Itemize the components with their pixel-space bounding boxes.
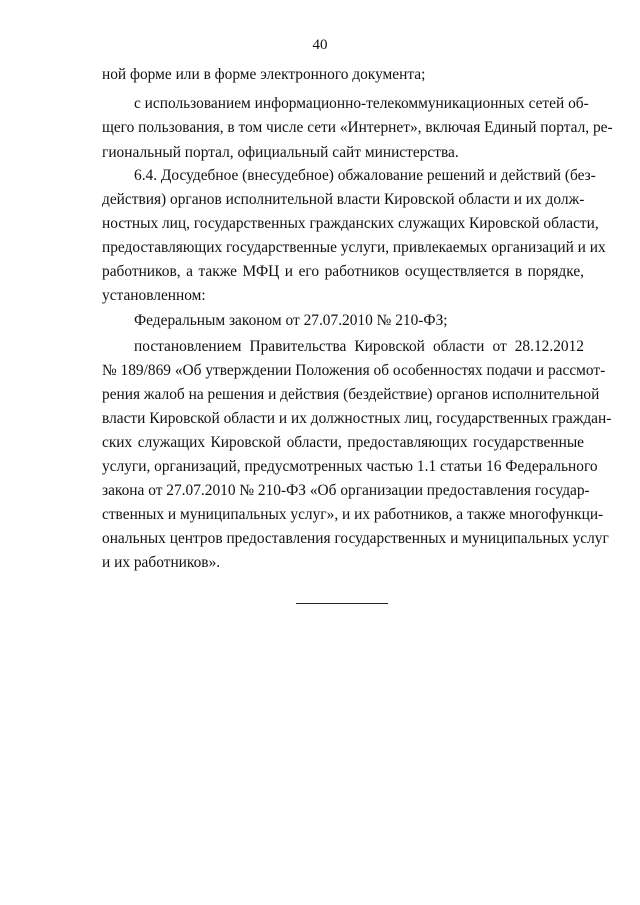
text-line: щего пользования, в том числе сети «Интернет», включая Единый портал, ре- <box>102 119 613 136</box>
text-line: власти Кировской области и их должностных лиц, государственных граждан- <box>102 410 612 427</box>
text-line: предоставляющих государственные услуги, привлекаемых организаций и их <box>102 239 606 256</box>
text-line: услуги, организаций, предусмотренных частью 1.1 статьи 16 Федерального <box>102 458 598 475</box>
text-line: ональных центров предоставления государственных и муниципальных услуг <box>102 530 609 547</box>
text-line: ной форме или в форме электронного документа; <box>102 66 426 83</box>
text-line: Федеральным законом от 27.07.2010 № 210-ФЗ; <box>134 312 448 329</box>
text-line: установленном: <box>102 287 206 304</box>
page-number: 40 <box>312 37 328 53</box>
text-line: № 189/869 «Об утверждении Положения об особенностях подачи и рассмот- <box>102 362 606 379</box>
text-line: постановлением Правительства Кировской области от 28.12.2012 <box>134 338 584 355</box>
text-line: действия) органов исполнительной власти Кировской области и их долж- <box>102 191 585 208</box>
text-line: 6.4. Досудебное (внесудебное) обжалование решений и действий (без- <box>134 167 596 184</box>
text-line: рения жалоб на решения и действия (бездействие) органов исполнительной <box>102 386 600 403</box>
text-line: ственных и муниципальных услуг», и их работников, а также многофункци- <box>102 506 604 523</box>
text-line: с использованием информационно-телекоммуникационных сетей об- <box>134 95 589 112</box>
closing-rule <box>296 603 388 604</box>
text-line: ских служащих Кировской области, предоставляющих государственные <box>102 434 584 451</box>
text-line: и их работников». <box>102 554 221 571</box>
text-line: гиональный портал, официальный сайт министерства. <box>102 144 459 161</box>
text-line: работников, а также МФЦ и его работников осуществляется в порядке, <box>102 263 584 280</box>
text-line: закона от 27.07.2010 № 210-ФЗ «Об организации предоставления государ- <box>102 482 590 499</box>
text-line: ностных лиц, государственных гражданских служащих Кировской области, <box>102 215 599 232</box>
